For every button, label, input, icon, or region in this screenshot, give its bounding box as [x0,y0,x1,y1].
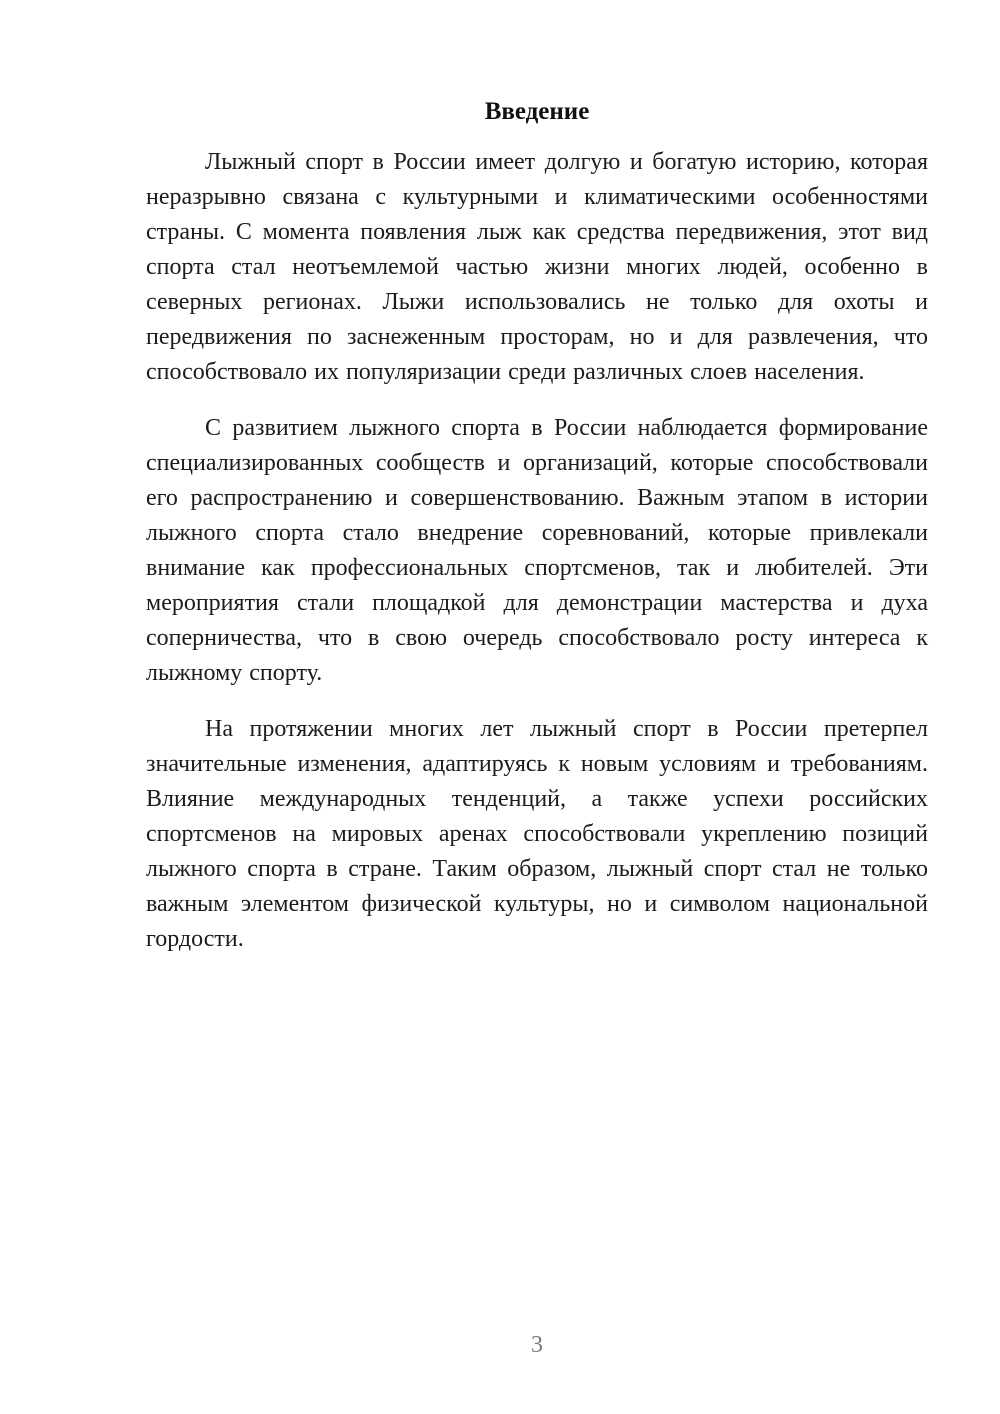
document-body [146,94,928,978]
section-title: Введение [484,98,590,125]
paragraph-2: С развитием лыжного спорта в России наблюдается формирование специализированных сообществ и организаций, которые способствовали его распространению и совершенствованию. Важным этапом в истории лыжного спорта стало внедрение соревнований, которые привлекали внимание как профессиональных спортсменов, так и любителей. Эти мероприятия стали площадкой для демонстрации мастерства и духа соперничества, что в свою очередь способствовало росту интереса к лыжному спорту. [146,415,928,686]
page-number: 3 [531,1332,543,1358]
paragraph-1: Лыжный спорт в России имеет долгую и богатую историю, которая неразрывно связана с культурными и климатическими особенностями страны. С момента появления лыж как средства передвижения, этот вид спорта стал неотъемлемой частью жизни многих людей, особенно в северных регионах. Лыжи использовались не только для охоты и передвижения по заснеженным просторам, но и для развлечения, что способствовало их популяризации среди различных слоев населения. [146,149,928,385]
paragraph-3: На протяжении многих лет лыжный спорт в России претерпел значительные изменения, адаптируясь к новым условиям и требованиям. Влияние международных тенденций, а также успехи российских спортсменов на мировых аренах способствовали укреплению позиций лыжного спорта в стране. Таким образом, лыжный спорт стал не только важным элементом физической культуры, но и символом национальной гордости. [146,716,928,952]
